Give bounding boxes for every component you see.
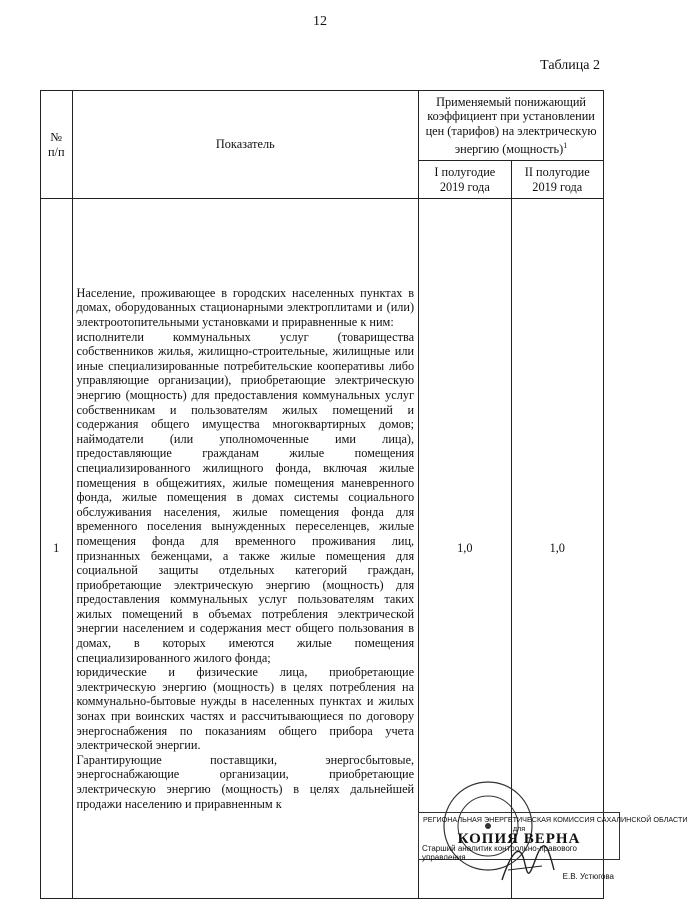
row-value-half1: 1,0 <box>419 199 511 899</box>
row-number: 1 <box>41 199 73 899</box>
header-indicator: Показатель <box>72 91 419 199</box>
header-half1: I полугодие 2019 года <box>419 161 511 199</box>
row-paragraph: Население, проживающее в городских населенных пунктах в домах, оборудованных стационарными электроплитами и (или) электроотопительными установками и приравненные к ним: <box>76 285 415 329</box>
header-coefficient-footnote: 1 <box>563 140 568 150</box>
row-paragraph: исполнители коммунальных услуг (товарищества собственников жилья, жилищно-строительные, жилищные или иные специализированные потребительские кооперативы либо управляющие организации), приобретающие электрическую энергию (мощность) для предоставления коммунальных услуг собственникам и пользователям жилых помещений и содержания общего имущества многоквартирных домов; наймодатели (или уполномоченные ими лица), предоставляющие гражданам жилые помещения специализированного жилищного фонда, включая жилые помещения в общежитиях, жилые помещения маневренного фонда, жилые помещения в домах системы социального обслуживания населения, жилые помещения фонда для временного поселения вынужденных переселенцев, жилые помещения фонда для временного проживания лиц, признанных беженцами, а также жилые помещения для социальной защиты отдельных категорий граждан, приобретающие электрическую энергию (мощность) для предоставления коммунальных услуг пользователям таких жилых помещений в объемах потребления электрической энергии населением и содержания мест общего пользования в домах, в которых имеются жилые помещения специализированного жилого фонда; <box>76 329 415 665</box>
page-number: 12 <box>313 14 327 29</box>
stamp-name: Е.В. Устюгова <box>562 872 614 881</box>
header-coefficient-group <box>419 91 604 161</box>
header-number: № п/п <box>41 91 73 199</box>
row-paragraph: Гарантирующие поставщики, энергосбытовые, энергоснабжающие организации, приобретающие электрическую энергию (мощность) в целях дальнейшей продажи населению и приравненным к <box>76 752 415 811</box>
row-value-half2: 1,0 <box>511 199 603 899</box>
table-caption: Таблица 2 <box>540 58 600 73</box>
row-indicator <box>72 199 419 899</box>
stamp-org-line: РЕГИОНАЛЬНАЯ ЭНЕРГЕТИЧЕСКАЯ КОМИССИЯ САХАЛИНСКОЙ ОБЛАСТИ <box>423 815 688 824</box>
stamp-copy-label: КОПИЯ ВЕРНА <box>457 831 581 847</box>
stamp-org-line-2: для <box>512 824 526 833</box>
handwritten-signature <box>498 840 558 886</box>
stamp-role: Старший аналитик контрольно-правового управления <box>422 844 577 862</box>
header-coefficient-text: Применяемый понижающий коэффициент при установлении цен (тарифов) на электрическую энергию (мощность) <box>425 94 597 156</box>
row-paragraph: юридические и физические лица, приобретающие электрическую энергию (мощность) в целях потребления на коммунально-бытовые нужды в населенных пунктах и жилых зонах при воинских частях и рассчитывающиеся по договору энергоснабжения по показаниям общего прибора учета электрической энергии. <box>76 665 415 753</box>
header-half2: II полугодие 2019 года <box>511 161 603 199</box>
